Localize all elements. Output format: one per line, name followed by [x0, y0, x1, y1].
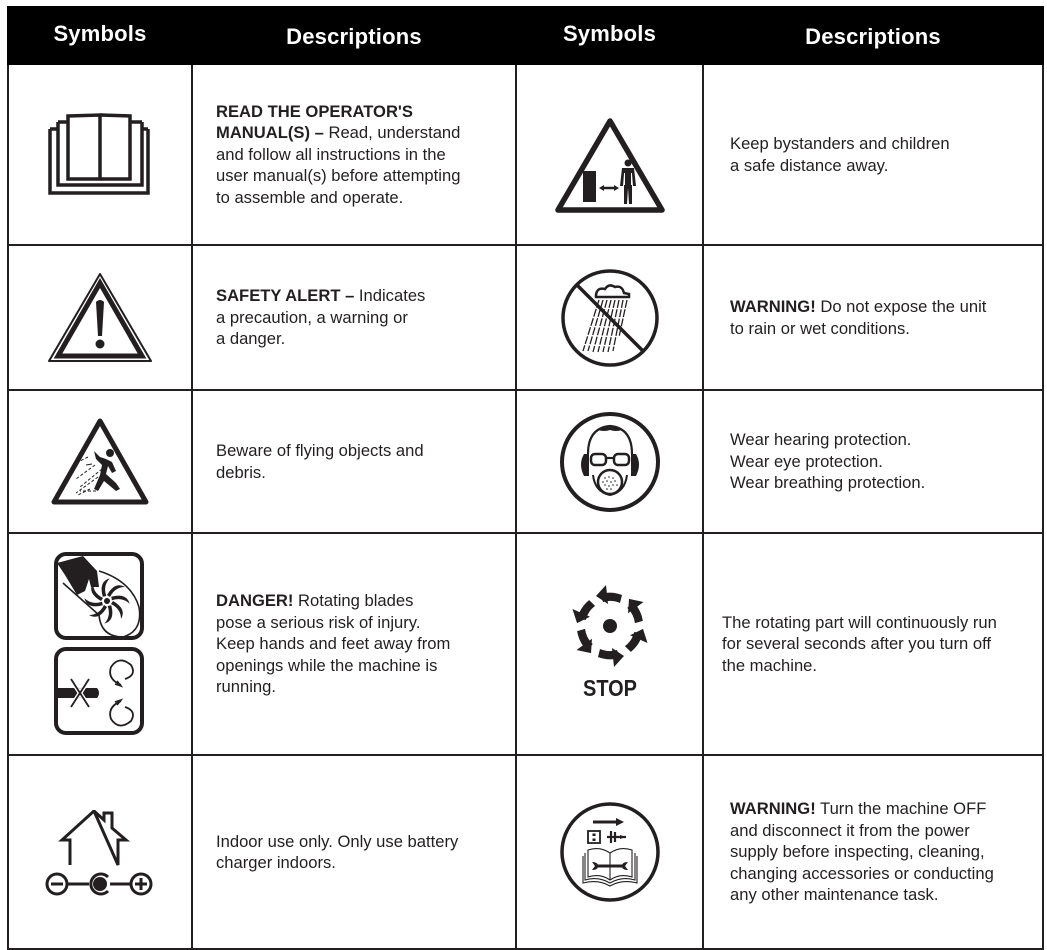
description-cell: [192, 64, 516, 245]
symbol-cell: [8, 755, 192, 949]
description-cell: [192, 755, 516, 949]
description-text: debris.: [216, 462, 266, 482]
header-descriptions-left: Descriptions: [192, 7, 516, 64]
description-cell: [192, 390, 516, 533]
description-text: a safe distance away.: [730, 155, 889, 175]
table-row: [8, 245, 1043, 390]
symbol-cell: [8, 533, 192, 755]
description-cell: [703, 755, 1043, 949]
rotating-blades-danger-icon: [53, 551, 147, 737]
description-text: The rotating part will continuously run: [722, 612, 997, 632]
description-text: Do not expose the unit: [815, 297, 987, 316]
description-text: and disconnect it from the power: [730, 820, 970, 840]
symbol-cell: [8, 245, 192, 390]
description-text: Rotating blades: [293, 591, 414, 611]
read-manual-book-icon: [48, 113, 152, 197]
description-text: Turn the machine OFF: [815, 799, 987, 819]
description-cell: [703, 64, 1043, 245]
keep-bystanders-away-icon: [554, 116, 666, 216]
table-row: [8, 64, 1043, 245]
description-bold: READ THE OPERATOR'S: [216, 101, 413, 121]
description-cell: [192, 245, 516, 390]
table-row: [8, 390, 1043, 533]
description-text: Keep bystanders and children: [730, 134, 950, 153]
description-text: to rain or wet conditions.: [730, 318, 910, 338]
description-text: Read, understand: [323, 123, 461, 143]
description-cell: [703, 390, 1043, 533]
description-text: a precaution, a warning or: [216, 307, 408, 327]
description-text: running.: [216, 677, 276, 697]
rotating-part-stop-icon: [565, 584, 655, 704]
description-bold: SAFETY ALERT –: [216, 286, 355, 306]
symbol-cell: [8, 390, 192, 533]
no-rain-icon: [559, 267, 661, 369]
description-text: Wear breathing protection.: [730, 473, 926, 493]
description-text: charger indoors.: [216, 853, 336, 872]
description-text: for several seconds after you turn off: [722, 634, 992, 654]
header-descriptions-right: Descriptions: [703, 7, 1043, 64]
description-cell: [703, 245, 1043, 390]
description-text: any other maintenance task.: [730, 885, 939, 905]
table-row: [8, 755, 1043, 949]
description-bold: WARNING!: [730, 297, 816, 316]
disconnect-before-maintenance-icon: [558, 800, 662, 904]
description-text: supply before inspecting, cleaning,: [730, 842, 985, 862]
description-text: Indoor use only. Only use battery: [216, 831, 459, 851]
safety-symbols-table: [7, 6, 1044, 950]
description-text: Wear eye protection.: [730, 451, 883, 471]
description-text: pose a serious risk of injury.: [216, 612, 421, 632]
symbol-cell: [516, 245, 703, 390]
flying-debris-icon: [50, 417, 150, 507]
symbol-cell: [516, 390, 703, 533]
symbol-cell: [516, 533, 703, 755]
safety-alert-triangle-icon: [46, 271, 154, 365]
stop-label: STOP: [582, 675, 637, 701]
description-text: Wear hearing protection.: [730, 430, 912, 450]
header-symbols-right: Symbols: [516, 7, 703, 64]
description-cell: [703, 533, 1043, 755]
description-text: Indicates: [354, 286, 426, 306]
description-text: Beware of flying objects and: [216, 441, 424, 460]
description-bold: WARNING!: [730, 799, 816, 819]
header-symbols-left: Symbols: [8, 7, 192, 64]
description-cell: [192, 533, 516, 755]
description-text: and follow all instructions in the: [216, 144, 446, 164]
wear-protection-gear-icon: [558, 410, 662, 514]
symbol-cell: [516, 755, 703, 949]
description-bold: MANUAL(S) –: [216, 123, 324, 143]
indoor-use-only-charger-icon: [44, 807, 156, 897]
description-text: openings while the machine is: [216, 655, 438, 675]
description-text: changing accessories or conducting: [730, 863, 994, 883]
description-text: user manual(s) before attempting: [216, 166, 461, 186]
description-text: to assemble and operate.: [216, 187, 404, 207]
symbol-cell: [8, 64, 192, 245]
description-text: a danger.: [216, 329, 286, 349]
description-text: Keep hands and feet away from: [216, 634, 451, 654]
symbol-cell: [516, 64, 703, 245]
table-row: [8, 533, 1043, 755]
description-bold: DANGER!: [216, 591, 294, 611]
table-header-row: [8, 7, 1043, 64]
description-text: the machine.: [722, 655, 818, 675]
